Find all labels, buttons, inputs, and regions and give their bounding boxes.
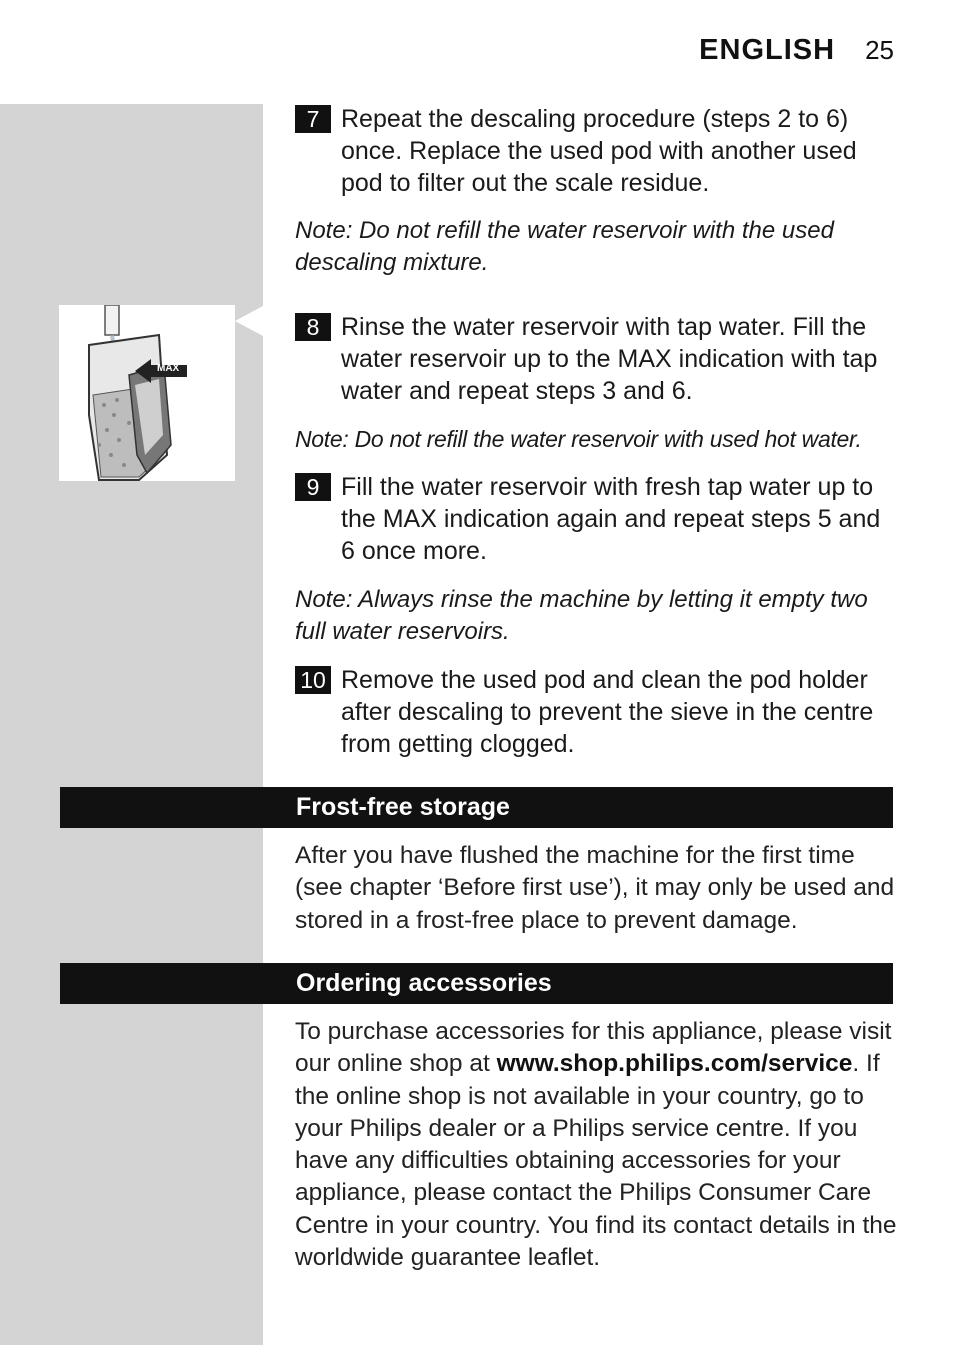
step-text: Repeat the descaling procedure (steps 2 to 6) once. Replace the used pod with another used pod to filter out the scale residue. — [341, 105, 857, 197]
water-reservoir-icon — [59, 305, 235, 481]
figure-pointer — [235, 306, 263, 336]
step-number-badge: 7 — [295, 105, 331, 133]
frost-free-paragraph: After you have flushed the machine for the first time (see chapter ‘Before first use’), it may only be used and stored in a frost-free place to prevent damage. — [295, 842, 895, 934]
note-used-mixture: Note: Do not refill the water reservoir with the used descaling mixture. — [295, 217, 834, 276]
shop-link[interactable]: www.shop.philips.com/service — [496, 1050, 853, 1078]
section-header-ordering — [60, 963, 893, 1004]
step-9 — [295, 471, 895, 567]
page-header — [699, 34, 894, 74]
step-10 — [295, 664, 895, 760]
reservoir-illustration — [59, 305, 235, 481]
ordering-text-part2: . If the online shop is not available in your country, go to your Philips dealer or a Philips service centre. If you have any difficulties obtaining accessories for your appliance, please contact the Philips Consumer Care Centre in your country. You find its contact details in the worldwide guarantee leaflet. — [295, 1050, 897, 1272]
max-label: MAX — [157, 363, 180, 374]
step-number-badge: 10 — [295, 666, 331, 694]
step-number-badge: 9 — [295, 473, 331, 501]
ordering-paragraph — [295, 1016, 900, 1274]
note-rinse: Note: Always rinse the machine by letting it empty two full water reservoirs. — [295, 586, 868, 645]
grey-sidebar — [0, 104, 263, 1345]
page-number: 25 — [865, 35, 894, 65]
ordering-text-part1: To purchase accessories for this appliance, please visit our online shop at — [295, 1018, 892, 1078]
section-header-frost-free — [60, 787, 893, 828]
step-text: Rinse the water reservoir with tap water. Fill the water reservoir up to the MAX indication with tap water and repeat steps 3 and 6. — [341, 313, 878, 405]
section-title: Frost-free storage — [296, 793, 510, 821]
step-8 — [295, 311, 895, 407]
step-text: Fill the water reservoir with fresh tap water up to the MAX indication again and repeat steps 5 and 6 once more. — [341, 473, 881, 565]
step-text: Remove the used pod and clean the pod holder after descaling to prevent the sieve in the centre from getting clogged. — [341, 666, 874, 758]
section-title: Ordering accessories — [296, 969, 552, 997]
step-7 — [295, 103, 895, 199]
note-hot-water: Note: Do not refill the water reservoir with used hot water. — [295, 426, 862, 452]
language-heading: ENGLISH — [699, 34, 836, 66]
step-number-badge: 8 — [295, 313, 331, 341]
